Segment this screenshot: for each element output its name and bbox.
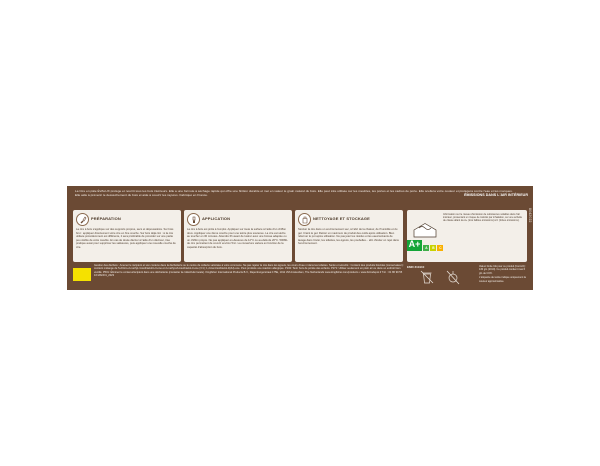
voc-limit-text	[479, 265, 529, 284]
intro-paragraph: La Cire en pâte ÉVALUX protège et nourrit tous les bois intérieurs. Elle a une formule à séchage rapide qui offre une finition durable et met en valeur le grain naturel du bois. Elle peut être utilisée sur les meubles, les portes et les cadres de porte. Elle scellera votre couleur et protégera contre l'eau et les marques. Elle aide à prévenir le dessèchement du bois et aide à couvrir les rayures. Fabriqué en France.	[75, 189, 513, 197]
section-body: La cire à bois est prête à l'emploi. Appliquer sur toute la surface à l'aide d'un chiffon doux. Appliquer une 2ème couche pour une teinte plus soutenue. La cire est sèche au toucher en 30 minutes. Attendre 6h avant de lustrer avec une brosse adaptée ou un chiffon propre. Ne pas appliquer en-dessous de 12°C ou au-delà de 20°C. 500ML de cire permettent de couvrir environ 5m². La couverture variera en fonction de la capacité d'absorption du bois.	[187, 228, 288, 249]
indoor-air-emissions-panel	[407, 193, 528, 262]
no-drain-icon	[445, 269, 467, 290]
section-application	[184, 210, 292, 262]
section-body: La cire à bois s'applique sur des supports propres, secs et dépoussiérés. Sur bois brut : appliquer directement votre cire en fine couche. Sur bois déjà ciré : si la cire utilisée précédemment est différente, il sera préférable de procéder sur une partie peu visible de votre meuble. En cas de doute décirer à l'aide d'un décireur, trée pratique aussi pour supprimer les salissures, puis appliquer une nouvelle couche de cire.	[76, 228, 176, 249]
section-header	[298, 213, 400, 226]
application-icon	[187, 213, 200, 226]
section-header	[76, 213, 178, 226]
house-emission-icon	[410, 213, 440, 259]
storage-icon	[298, 213, 311, 226]
no-bin-icon	[419, 269, 441, 290]
voc-limit-line: Valeur limite UE pour ce produit (Cat A/d) : 130 g/L (2010). Ce produit contient max 6 g/L de COV.	[479, 265, 527, 275]
emission-scale	[407, 240, 444, 251]
product-label-panel	[67, 186, 533, 290]
brush-prep-icon	[76, 213, 89, 226]
emissions-description-text: Information sur le niveau d'émission de substances volatiles dans l'air intérieur, présentant un risque de toxicité par inhalation, sur une échelle de classe allant de A+ (très faibles émissions) à C (fortes émissions).	[443, 213, 523, 223]
section-preparation	[73, 210, 181, 262]
section-body: Stocker la cire dans un environnement sec, à l'abri de la chaleur, de l'humidité et du gel. Craint le gel. Retirer un maximum de produit des outils après utilisation. Bien refermer le pot après utilisation. Ne pas jeter les résidus et les eaux/solvants de lavage dans l'évier, les toilettes, les égouts, les poubelles... afin d'éviter un rejet dans l'environnement.	[298, 228, 399, 245]
section-title: APPLICATION	[202, 216, 231, 222]
emd-code: EMD 311910	[407, 265, 425, 269]
emissions-title: ÉMISSIONS DANS L'AIR INTÉRIEUR	[464, 193, 528, 197]
instruction-sections	[73, 210, 403, 262]
emissions-description	[443, 213, 524, 259]
colour-approx-line: L'étiquette de teinte indique uniquement la couleur approximative.	[479, 276, 526, 283]
batch-code: 8042022	[528, 208, 532, 223]
section-header	[187, 213, 289, 226]
waste-and-safety-text: Gestion des déchets : Amener le récipient et son contenu dans la déchetterie ou le centre de collecte valorisée à votre commune. Ne pas rejeter la cire dans les égouts, les cours d'eau ni dans les toilettes. Santé et sécurité : Contient des produits biocides (conservateur): contient mélange de 5-chloro-2-methyl-4-isothiazolin-3-one et 2-methyl-2H-isothiazol-3-one (3:1); 1,2-benzisothiazol-3(2H)-one. Peut produire une réaction allergique. P102: Tenir hors de portée des enfants. P271: Utiliser seulement en plein air ou dans un endroit bien ventilé. P501: Éliminer le contenu/récipient dans une déchetterie (contacter la collectivité locale). Kingfisher International Products B.V., Rapenburgerstraat 175E, 1011 VM Amsterdam, The Netherlands www.kingfisher.com/products • www.bricodepot.fr Tél. : 01 86 99 55 16 MANO1_2023	[94, 264, 404, 278]
section-title: NETTOYAGE ET STOCKAGE	[313, 216, 370, 222]
emission-grade-main: A+	[408, 238, 421, 249]
section-title: PRÉPARATION	[91, 216, 121, 222]
emission-grade-c: C	[439, 245, 442, 250]
emission-grade-b: B	[432, 245, 435, 250]
section-cleaning-storage	[295, 210, 403, 262]
emission-grade-a: A	[425, 245, 428, 250]
disposal-pictograms	[419, 269, 485, 290]
colour-swatch	[73, 268, 91, 281]
